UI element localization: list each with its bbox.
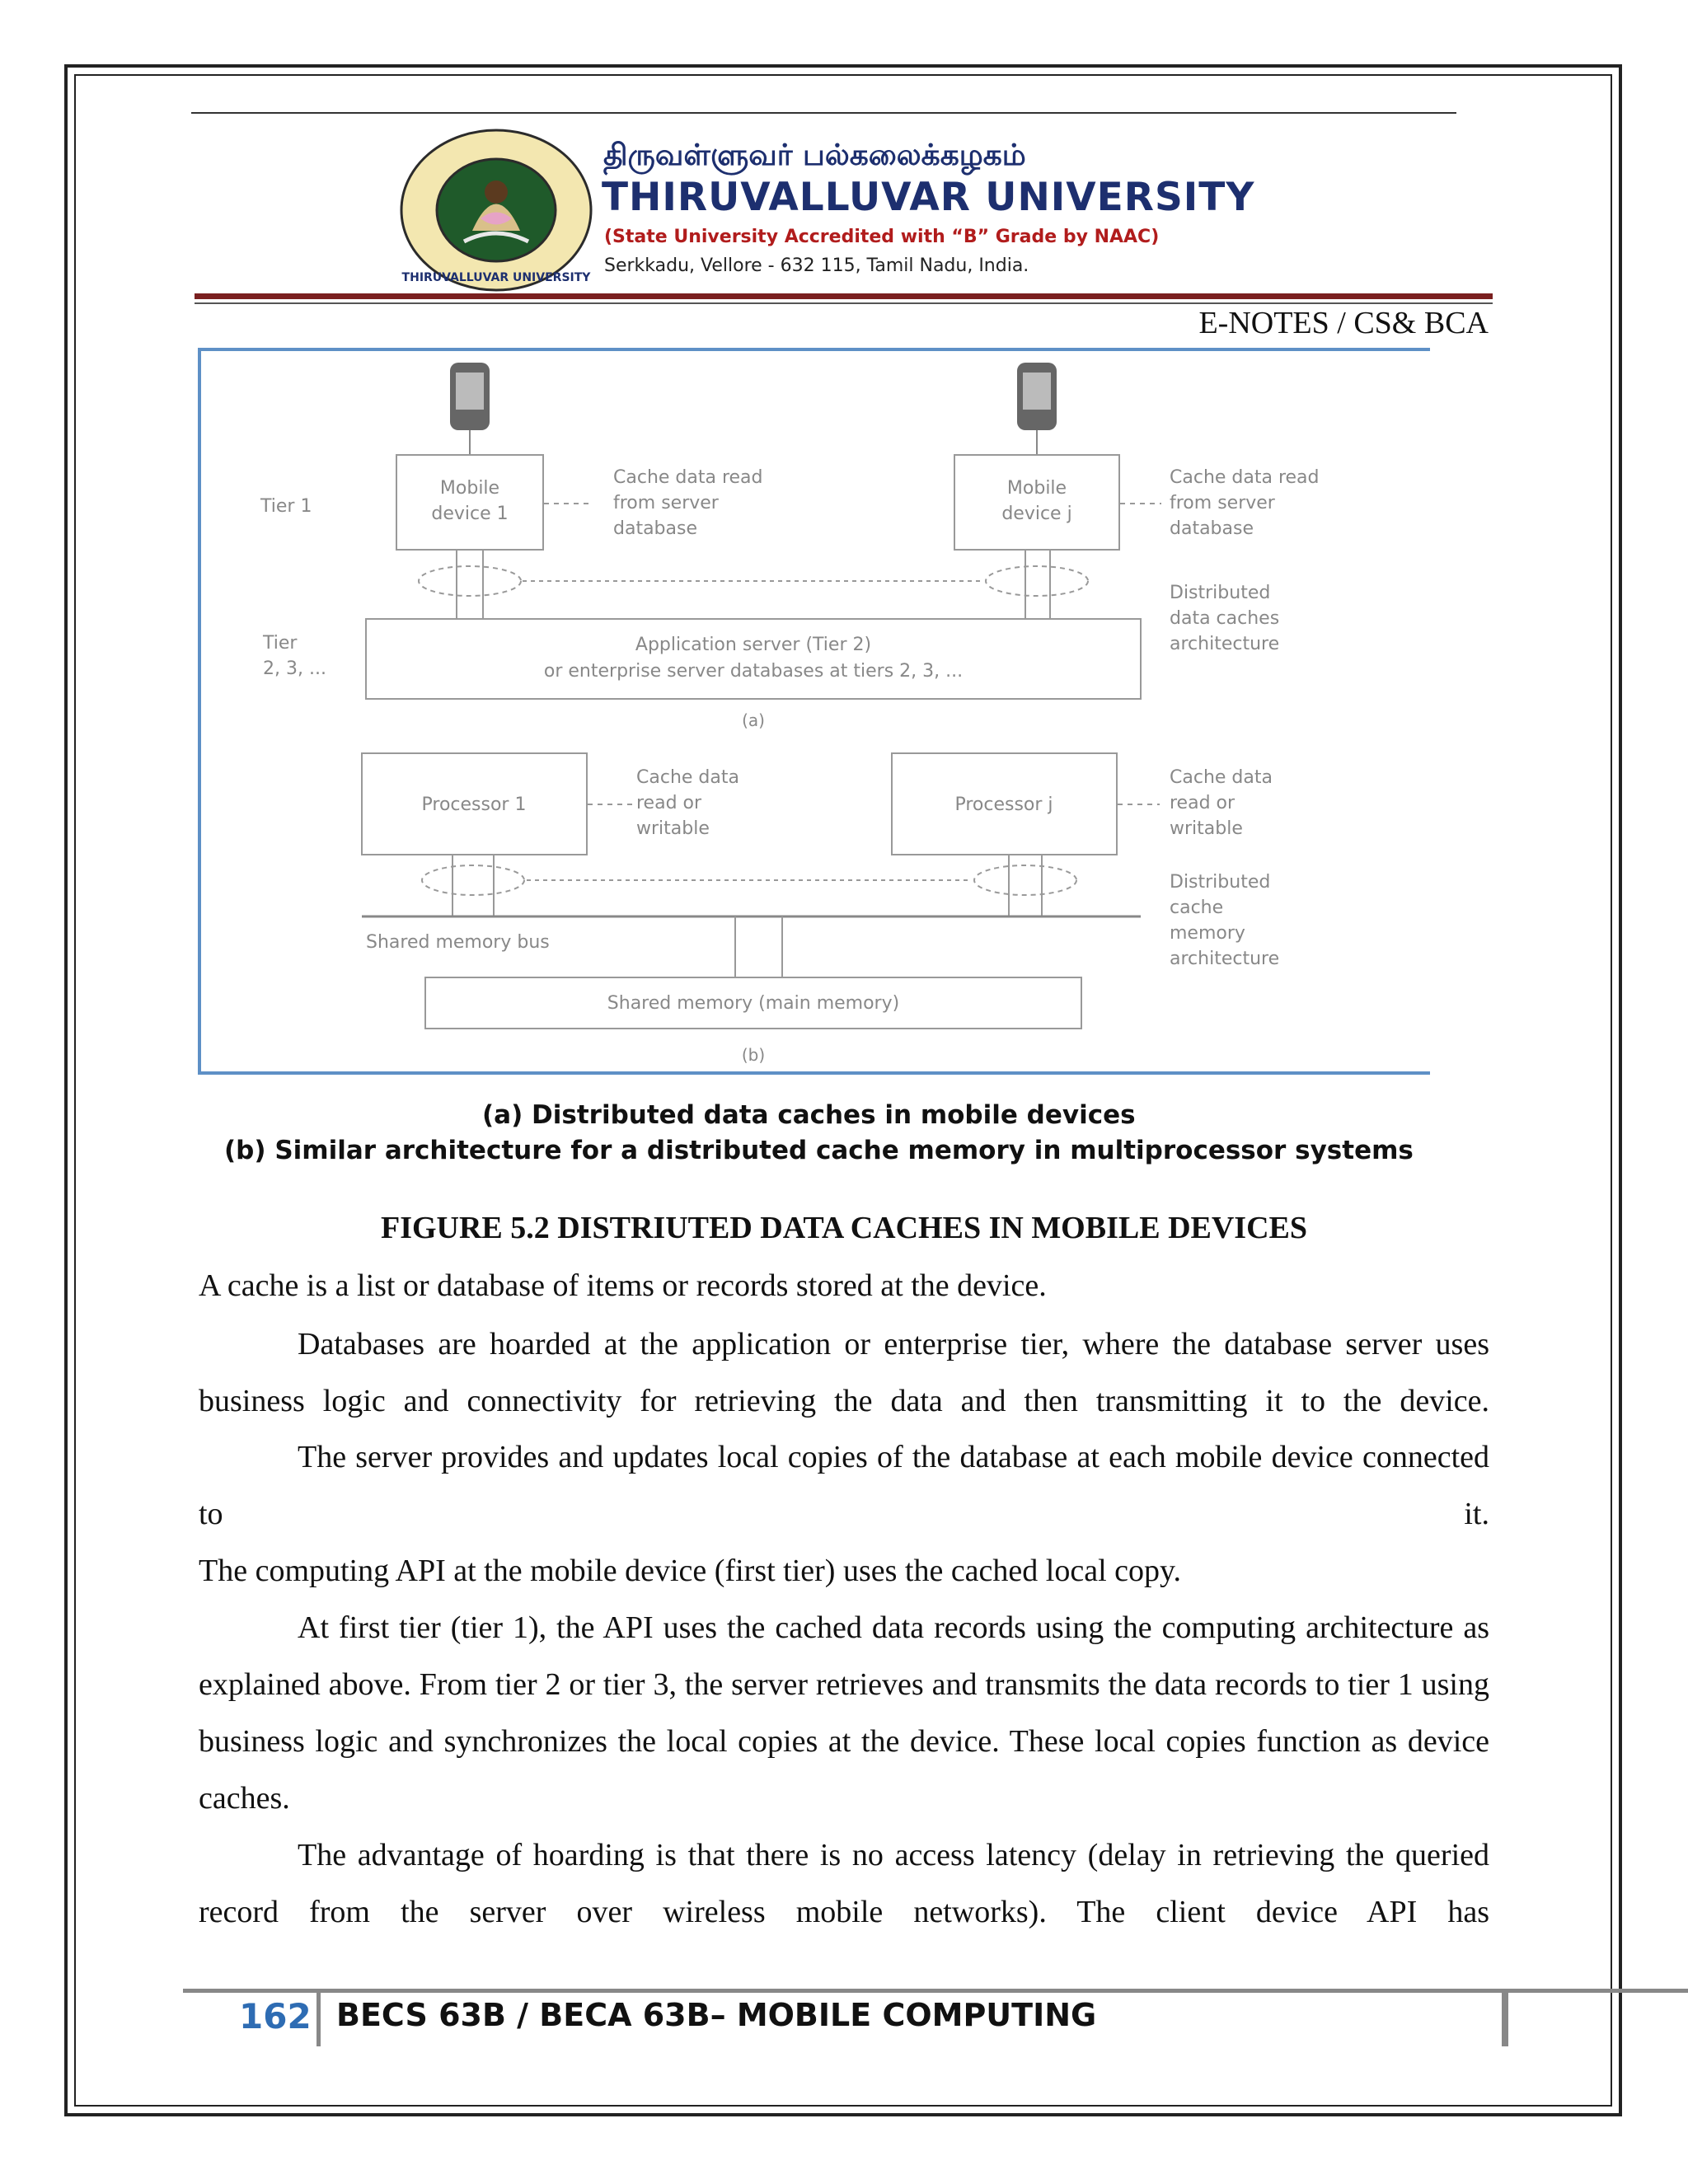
- server-line2: or enterprise server databases at tiers 2, 3, ...: [543, 661, 964, 682]
- phone-icon: [450, 363, 490, 430]
- university-name-tamil: திருவள்ளுவர் பல்கலைக்கழகம்: [603, 138, 1026, 172]
- bus-label: Shared memory bus: [366, 932, 550, 953]
- paragraph-3: The server provides and updates local copies of the database at each mobile device connected to it.: [199, 1440, 1489, 1531]
- cache-read-1-line3: database: [613, 518, 697, 539]
- figure-title: FIGURE 5.2 DISTRIUTED DATA CACHES IN MOBILE DEVICES: [380, 1211, 1308, 1245]
- memory-label: Shared memory (main memory): [607, 993, 900, 1014]
- paragraph-6: The advantage of hoarding is that there is no access latency (delay in retrieving the queried record from the server over wireless mobile networks). The client device API has: [199, 1838, 1489, 1929]
- cache-rw-1-line2: read or: [636, 793, 702, 813]
- processor-j-label: Processor j: [954, 794, 1053, 815]
- accreditation-note: (State University Accredited with “B” Grade by NAAC): [604, 227, 1160, 247]
- distributed-a-line2: data caches: [1170, 608, 1280, 629]
- svg-text:THIRUVALLUVAR UNIVERSITY: THIRUVALLUVAR UNIVERSITY: [401, 271, 591, 284]
- application-server-box: [366, 619, 1141, 699]
- cache-architecture-diagram: [198, 348, 1430, 1075]
- distributed-a-line1: Distributed: [1170, 583, 1271, 603]
- devicej-line1: Mobile: [1006, 478, 1067, 499]
- device1-line2: device 1: [431, 504, 509, 524]
- university-address: Serkkadu, Vellore - 632 115, Tamil Nadu, India.: [604, 255, 1029, 276]
- top-rule: [191, 112, 1456, 114]
- cache-read-j-line1: Cache data read: [1170, 467, 1320, 488]
- cache-read-1-line2: from server: [613, 493, 719, 513]
- tier23-line2: 2, 3, ...: [263, 658, 326, 679]
- figure-caption-a: (a) Distributed data caches in mobile devices: [482, 1100, 1136, 1130]
- processor-1-label: Processor 1: [421, 794, 527, 815]
- footer-divider-right: [1502, 1993, 1508, 2046]
- footer-divider: [316, 1993, 321, 2046]
- paragraph-4: The computing API at the mobile device (first tier) uses the cached local copy.: [199, 1554, 1182, 1588]
- paragraph-1: A cache is a list or database of items or records stored at the device.: [199, 1268, 1047, 1303]
- cache-rw-j-line2: read or: [1170, 793, 1236, 813]
- label-b: (b): [741, 1045, 766, 1065]
- course-title: BECS 63B / BECA 63B– MOBILE COMPUTING: [336, 1997, 1097, 2033]
- paragraph-5: At first tier (tier 1), the API uses the cached data records using the computing architecture as explained above. From tier 2 or tier 3, the server retrieves and transmits the data records to tier 1 using business logic and synchronizes the local copies at the device. These local copies function as device caches.: [199, 1610, 1489, 1816]
- server-line1: Application server (Tier 2): [635, 635, 872, 655]
- footer-rule: [183, 1989, 1688, 1993]
- phone-icon: [1017, 363, 1057, 430]
- university-seal-logo: [398, 128, 594, 293]
- cache-rw-1-line3: writable: [636, 818, 710, 839]
- cache-rw-1-line1: Cache data: [636, 767, 739, 788]
- header-rule-thin: [195, 302, 1493, 304]
- distributed-b-line1: Distributed: [1170, 872, 1271, 893]
- paragraph-2: Databases are hoarded at the application or enterprise tier, where the database server uses business logic and connectivity for retrieving the data and then transmitting it to the device.: [199, 1327, 1489, 1418]
- cache-read-j-line2: from server: [1170, 493, 1275, 513]
- label-a: (a): [742, 710, 765, 730]
- cache-rw-j-line3: writable: [1170, 818, 1243, 839]
- cache-read-1-line1: Cache data read: [613, 467, 763, 488]
- distributed-b-line3: memory: [1170, 923, 1245, 944]
- devicej-line2: device j: [1001, 504, 1072, 524]
- page-number: 162: [239, 1996, 312, 2036]
- cache-rw-j-line1: Cache data: [1170, 767, 1273, 788]
- section-label: E-NOTES / CS& BCA: [1198, 306, 1489, 340]
- distributed-b-line4: architecture: [1170, 949, 1280, 969]
- cache-read-j-line3: database: [1170, 518, 1254, 539]
- tier23-line1: Tier: [263, 633, 298, 654]
- distributed-b-line2: cache: [1170, 898, 1224, 918]
- distributed-a-line3: architecture: [1170, 634, 1280, 654]
- device1-line1: Mobile: [439, 478, 500, 499]
- header-rule: [195, 293, 1493, 299]
- mobile-device-1-box: [396, 455, 543, 550]
- tier1-label: Tier 1: [260, 496, 312, 517]
- figure-caption-b: (b) Similar architecture for a distributed cache memory in multiprocessor systems: [224, 1136, 1414, 1165]
- university-name: THIRUVALLUVAR UNIVERSITY: [602, 175, 1255, 220]
- mobile-device-j-box: [954, 455, 1119, 550]
